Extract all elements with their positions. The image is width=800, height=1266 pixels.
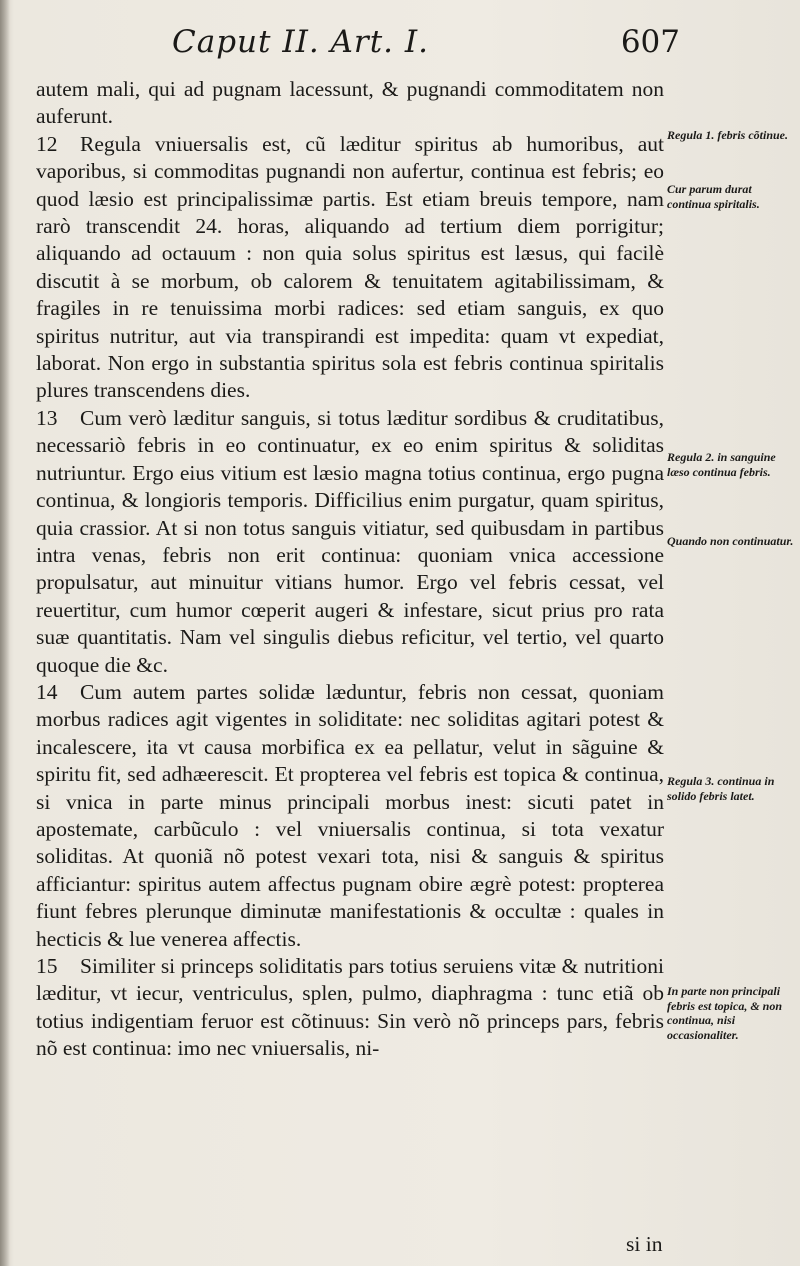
paragraph-text: autem mali, qui ad pugnam lacessunt, & pugnandi commoditatem non auferunt. — [36, 77, 664, 129]
paragraph-14 — [36, 679, 664, 953]
page-header — [160, 18, 680, 64]
body-text — [36, 76, 664, 1063]
paragraph-text: Cum verò læditur sanguis, si totus læditur sordibus & cruditatibus, necessariò febris in eo continuatur, ex eo enim spiritus & soliditas nutriuntur. Ergo eius vitium est læsio magna totius continua, ergo pugna continua, & longioris temporis. Difficilius enim purgatur, quam spiritus, quia crassior. At si non totus sanguis vitiatur, sed quibusdam in partibus intra venas, febris non erit continua: quoniam vnica accessione propulsatur, aut minuitur vitians humor. Ergo vel febris cessat, vel reuertitur, cum humor cœperit augeri & infestare, sicut prius pro rata suæ quantitatis. Nam vel singulis diebus reficitur, vel tertio, vel quarto quoque die &c. — [36, 405, 664, 677]
paragraph-text: Similiter si princeps soliditatis pars totius seruiens vitæ & nutritioni læditur, vt iecur, ventriculus, splen, pulmo, diaphragma : tunc etiã ob totius indigentiam feruor est cõtinuus: Sin verò nõ princeps pars, febris nõ est continua: imo nec vniuersalis, ni- — [36, 954, 664, 1061]
running-head: Caput II. Art. I. — [172, 24, 429, 60]
paragraph-number: 15 — [36, 954, 58, 978]
margin-note: Regula 3. continua in solido febris latet. — [667, 774, 775, 803]
catchword: si in — [626, 1232, 663, 1256]
gutter-shadow — [0, 0, 10, 1266]
margin-note: In parte non principali febris est topica, & non continua, nisi occasionaliter. — [667, 984, 783, 1042]
margin-note: Cur parum durat continua spiritalis. — [667, 182, 760, 211]
paragraph-number: 13 — [36, 405, 58, 430]
paragraph-text: Cum autem partes solidæ læduntur, febris non cessat, quoniam morbus radices agit vigentes in soliditate: nec soliditas agitari potest & incalescere, ita vt causa morbifica ex ea pellatur, velut in sãguine & spiritu fit, sed adhæerescit. Et propterea vel febris est topica & continua, si vnica in parte minus principali morbus inest: sicuti patet in apostemate, carbũculo : vel vniuersalis continua, si tota vexatur soliditas. At quoniã nõ potest vexari tota, nisi & sanguis & spiritus afficiantur: spiritus autem affectus pugnam obire ægrè potest: propterea fiunt febres plerunque diminutæ manifestationis & occultæ : quales in hecticis & lue venerea affectis. — [36, 679, 664, 951]
margin-note: Regula 2. in sanguine læso continua febris. — [667, 450, 776, 479]
paragraph-number: 12 — [36, 131, 58, 156]
margin-note: Quando non continuatur. — [667, 534, 794, 548]
page-number: 607 — [620, 24, 680, 60]
paragraph-continued — [36, 76, 664, 131]
paragraph-text: Regula vniuersalis est, cũ læditur spiritus ab humoribus, aut vaporibus, si commoditas pugnandi non aufertur, continua est febris; eo quod læsio est principalissimæ partis. Est etiam breuis tempore, nam rarò transcendit 24. horas, aliquando ad tertium diem porrigitur; aliquando ad octauum : non quia solus spiritus est læsus, qui facilè discutit à se morbum, ob calorem & tenuitatem agitabilissimam, & fragiles in re tenuissima morbi radices: sed etiam sanguis, ex quo spiritus nutritur, aut via transpirandi est impedita: quam vt expediat, laborat. Non ergo in substantia spiritus sola est febris continua spiritalis plures transcendens dies. — [36, 131, 664, 403]
paragraph-12 — [36, 131, 664, 405]
paragraph-13 — [36, 405, 664, 679]
margin-note: Regula 1. febris cõtinue. — [667, 128, 789, 142]
paragraph-15 — [36, 953, 664, 1063]
paragraph-number: 14 — [36, 679, 58, 704]
